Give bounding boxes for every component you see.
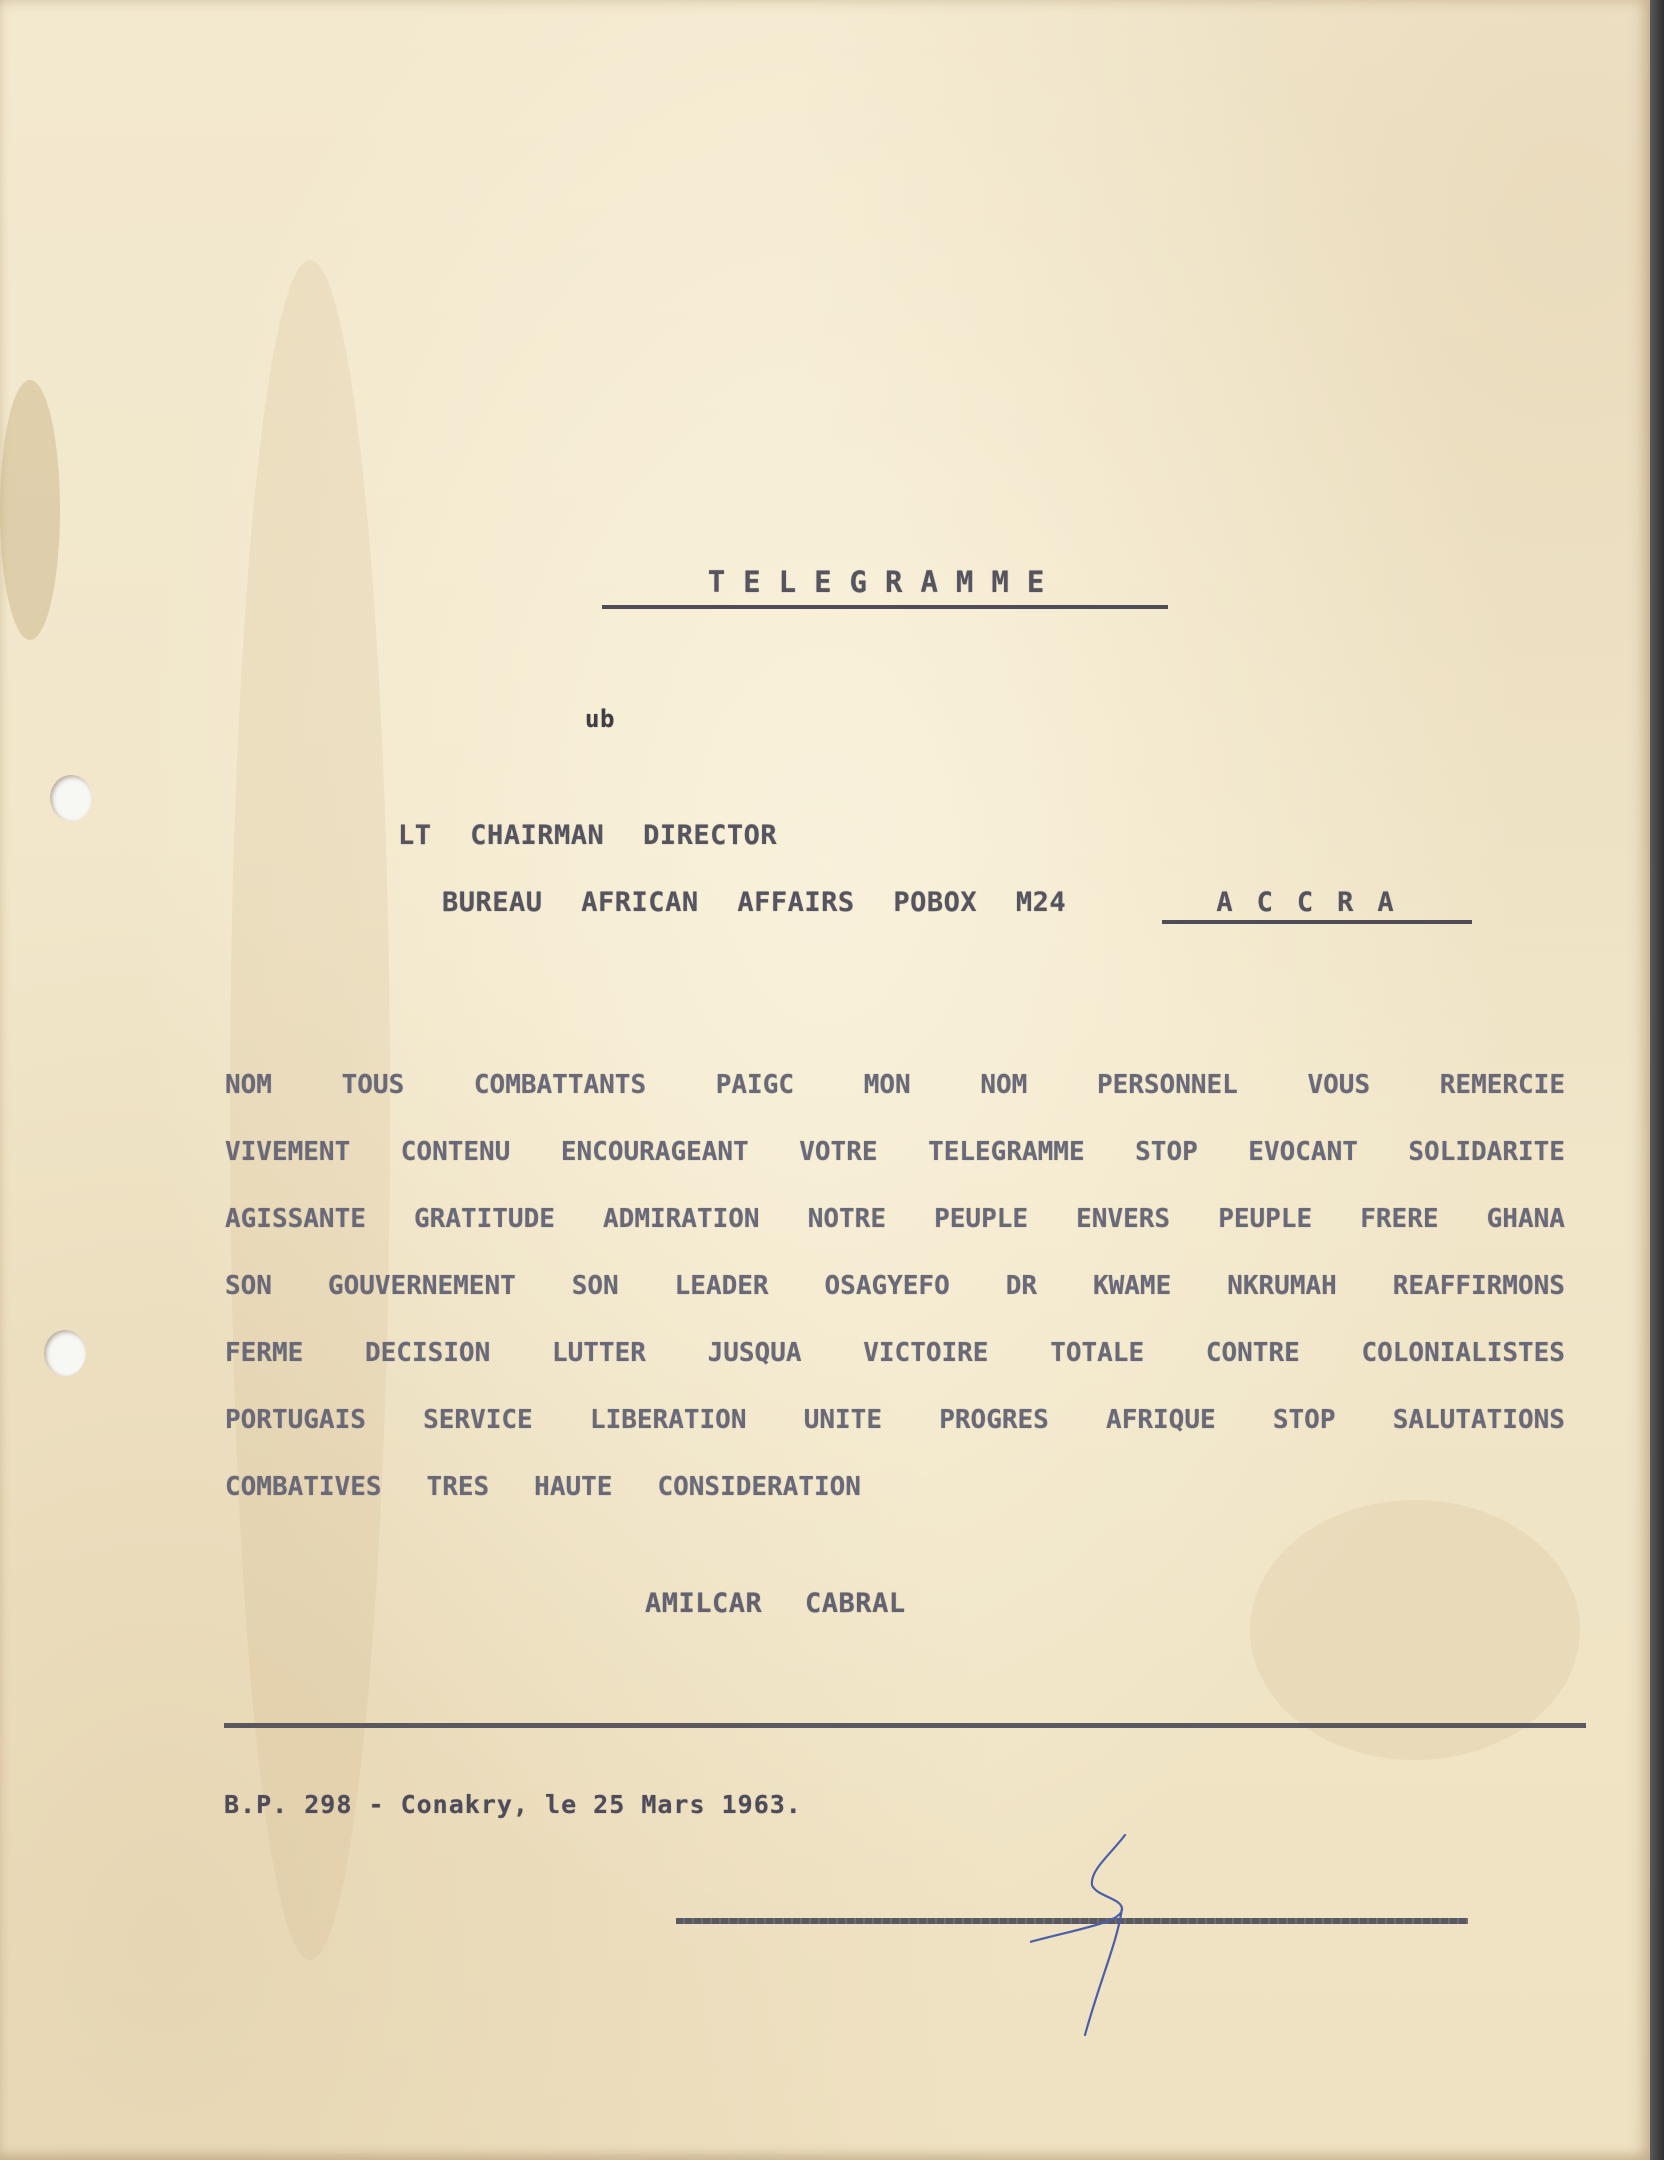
body-word: FRERE <box>1360 1204 1439 1234</box>
body-word: CONTENU <box>400 1137 511 1167</box>
sender-name: AMILCAR CABRAL <box>645 1588 906 1619</box>
body-word: DR <box>1005 1271 1038 1301</box>
body-word: COLONIALISTES <box>1361 1338 1565 1368</box>
body-word: ENCOURAGEANT <box>560 1137 749 1167</box>
body-word: GHANA <box>1486 1204 1565 1234</box>
body-word: AGISSANTE <box>225 1204 366 1234</box>
body-word: PROGRES <box>939 1405 1049 1435</box>
body-word: LEADER <box>674 1271 769 1301</box>
body-word: GRATITUDE <box>414 1204 555 1234</box>
body-word: EVOCANT <box>1248 1137 1358 1167</box>
footer-address-date: B.P. 298 - Conakry, le 25 Mars 1963. <box>224 1790 802 1819</box>
body-line <box>225 1269 1565 1336</box>
typed-mark: ub <box>585 705 615 733</box>
body-word: PEUPLE <box>1218 1204 1313 1234</box>
body-word: SERVICE <box>423 1405 533 1435</box>
body-word: GOUVERNEMENT <box>327 1271 516 1301</box>
body-line <box>225 1470 1565 1537</box>
body-word: JUSQUA <box>707 1338 802 1368</box>
body-word: REAFFIRMONS <box>1392 1271 1565 1301</box>
body-word: PORTUGAIS <box>225 1405 366 1435</box>
body-word: REMERCIE <box>1439 1070 1565 1100</box>
document-title: TELEGRAMME <box>602 565 1168 609</box>
body-word: VOTRE <box>799 1137 878 1167</box>
handwritten-signature <box>1030 1830 1150 2040</box>
body-word: HAUTE <box>534 1472 613 1502</box>
body-word: TELEGRAMME <box>928 1137 1085 1167</box>
body-word: NOTRE <box>807 1204 886 1234</box>
recipient-line-2: BUREAU AFRICAN AFFAIRS POBOX M24 <box>442 887 1067 918</box>
body-word: TRES <box>426 1472 490 1502</box>
body-word: STOP <box>1272 1405 1336 1435</box>
body-line <box>225 1336 1565 1403</box>
body-word: ADMIRATION <box>603 1204 760 1234</box>
body-word: UNITE <box>803 1405 882 1435</box>
body-line <box>225 1202 1565 1269</box>
body-word: SALUTATIONS <box>1392 1405 1565 1435</box>
body-line <box>225 1068 1565 1135</box>
body-word: NOM <box>980 1070 1028 1100</box>
body-word: SOLIDARITE <box>1408 1137 1565 1167</box>
punch-hole <box>44 1330 86 1376</box>
body-word: KWAME <box>1092 1271 1172 1301</box>
body-word: VICTOIRE <box>863 1338 989 1368</box>
paper-stain <box>1250 1500 1580 1760</box>
punch-hole <box>50 775 92 821</box>
body-word: COMBATIVES <box>225 1472 382 1502</box>
body-word: VIVEMENT <box>225 1137 351 1167</box>
body-word: AFRIQUE <box>1106 1405 1216 1435</box>
body-word: COMBATTANTS <box>473 1070 647 1100</box>
horizontal-rule <box>224 1723 1586 1728</box>
body-word: DECISION <box>365 1338 491 1368</box>
body-line <box>225 1135 1565 1202</box>
body-word: CONTRE <box>1205 1338 1300 1368</box>
body-word: PAIGC <box>715 1070 795 1100</box>
body-word: NOM <box>225 1070 272 1100</box>
body-word: PERSONNEL <box>1096 1070 1238 1100</box>
body-word: SON <box>225 1271 272 1301</box>
body-word: MON <box>863 1070 911 1100</box>
body-word: LUTTER <box>551 1338 646 1368</box>
body-word: TOTALE <box>1050 1338 1145 1368</box>
body-word: FERME <box>225 1338 304 1368</box>
body-word: PEUPLE <box>934 1204 1029 1234</box>
body-word: CONSIDERATION <box>657 1472 861 1502</box>
body-word: SON <box>571 1271 619 1301</box>
scan-edge <box>1650 0 1664 2160</box>
body-word: TOUS <box>341 1070 405 1100</box>
body-word: ENVERS <box>1076 1204 1171 1234</box>
body-word: LIBERATION <box>589 1405 747 1435</box>
paper-stain <box>0 380 60 640</box>
body-word: VOUS <box>1307 1070 1371 1100</box>
body-line <box>225 1403 1565 1470</box>
body-word: STOP <box>1135 1137 1198 1167</box>
recipient-city: ACCRA <box>1162 887 1472 924</box>
telegram-body <box>225 1068 1565 1537</box>
body-word: OSAGYEFO <box>824 1271 950 1301</box>
recipient-line-1: LT CHAIRMAN DIRECTOR <box>398 820 778 851</box>
body-word: NKRUMAH <box>1227 1271 1337 1301</box>
